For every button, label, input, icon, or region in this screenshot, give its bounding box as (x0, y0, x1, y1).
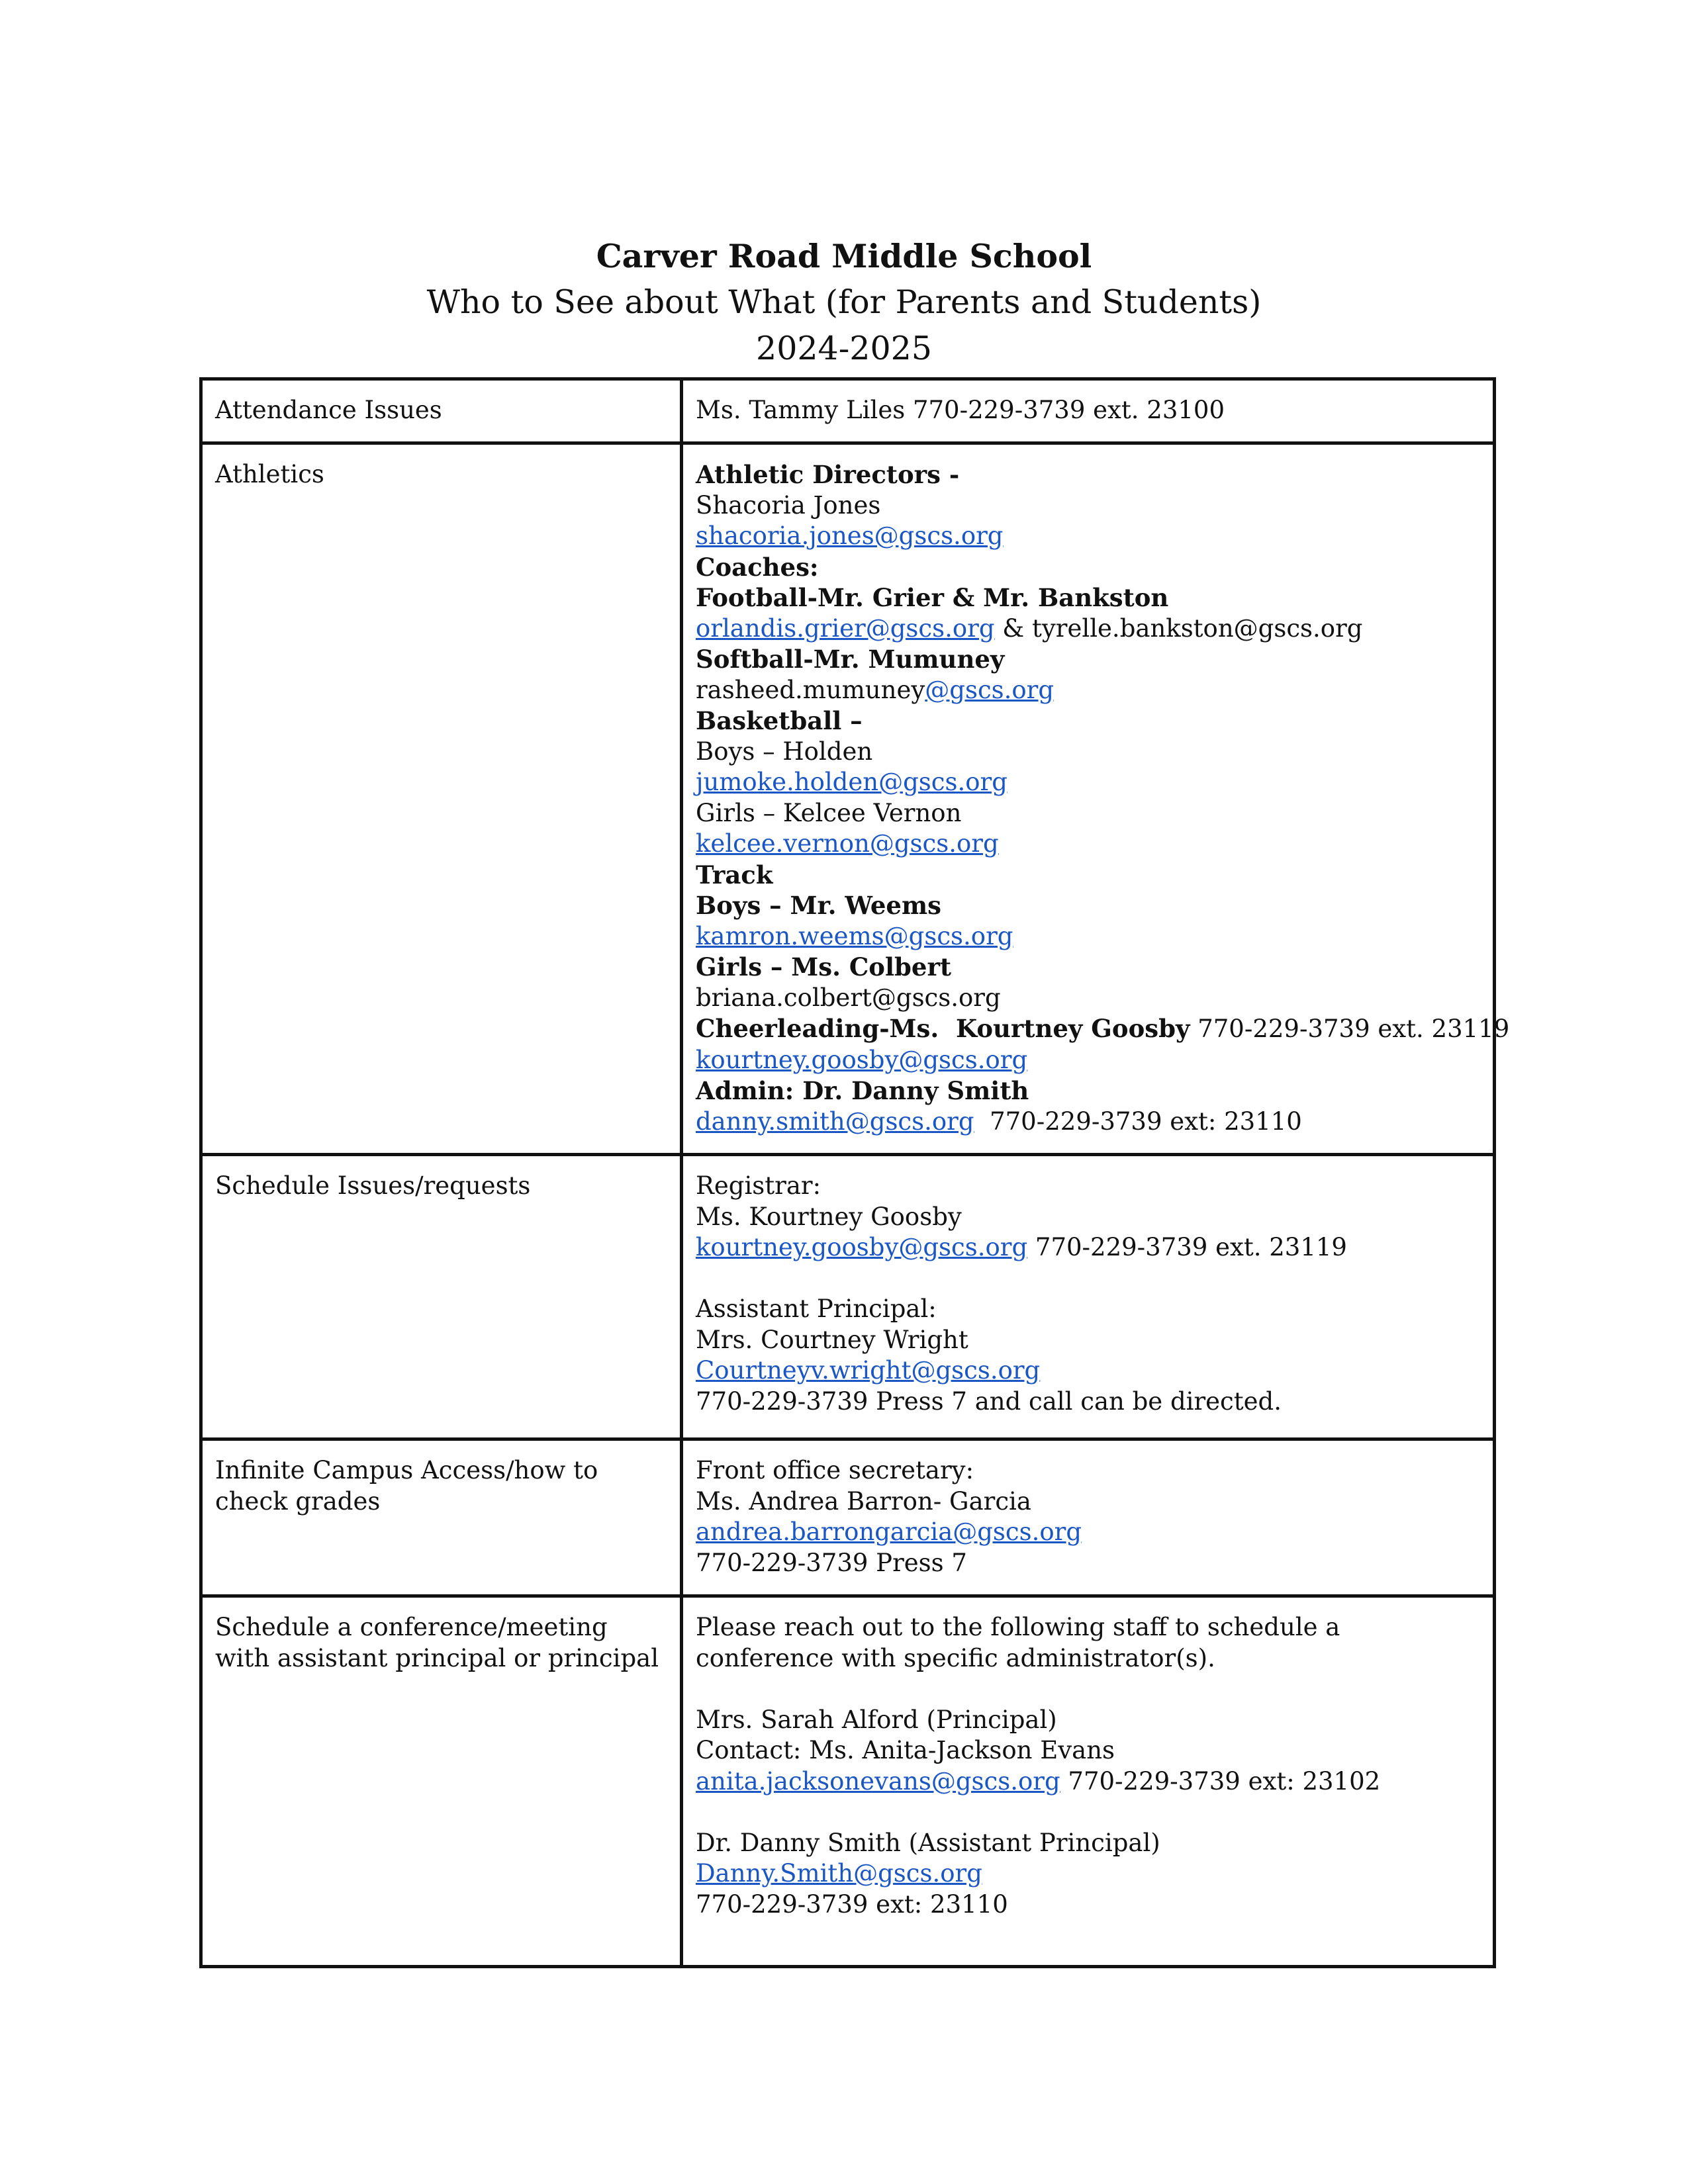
school-year: 2024-2025 (756, 330, 932, 367)
assistant-principal-label: Assistant Principal: (696, 1295, 937, 1323)
principal-name: Mrs. Sarah Alford (Principal) (696, 1705, 1057, 1734)
document-subtitle: Who to See about What (for Parents and Students) (426, 283, 1262, 321)
registrar-phone: 770-229-3739 ext. 23119 (1027, 1233, 1347, 1261)
topic-cell (201, 1596, 682, 1967)
topic-cell (201, 1155, 682, 1439)
conference-ap-name: Dr. Danny Smith (Assistant Principal) (696, 1828, 1160, 1857)
principal-contact-phone: 770-229-3739 ext: 23102 (1060, 1766, 1381, 1796)
contact-cell (682, 1155, 1495, 1439)
girls-track-email: briana.colbert@gscs.org (696, 983, 1001, 1012)
boys-basketball-email-link[interactable]: jumoke.holden@gscs.org (696, 768, 1008, 796)
athletics-admin-heading: Admin: Dr. Danny Smith (696, 1076, 1029, 1105)
front-office-phone: 770-229-3739 Press 7 (696, 1548, 967, 1577)
registrar-label: Registrar: (696, 1171, 821, 1200)
football-heading: Football-Mr. Grier & Mr. Bankston (696, 583, 1169, 612)
athletics-admin-phone: 770-229-3739 ext: 23110 (974, 1107, 1302, 1136)
contact-cell (682, 379, 1495, 443)
assistant-principal-name: Mrs. Courtney Wright (696, 1325, 968, 1354)
table-row (201, 1596, 1495, 1967)
registrar-email-link[interactable]: kourtney.goosby@gscs.org (696, 1233, 1028, 1261)
softball-email-user: rasheed.mumuney (696, 675, 925, 704)
cheerleading-phone: 770-229-3739 ext. 23119 (1190, 1015, 1510, 1043)
topic-cell (201, 443, 682, 1155)
girls-track-coach: Girls – Ms. Colbert (696, 952, 952, 981)
athletics-admin-email-link[interactable]: danny.smith@gscs.org (696, 1107, 974, 1136)
contact-cell (682, 1439, 1495, 1596)
table-row (201, 1155, 1495, 1439)
table-row (201, 1439, 1495, 1596)
document-header (0, 233, 1688, 372)
boys-basketball-coach: Boys – Holden (696, 737, 873, 766)
conference-ap-email-link[interactable]: Danny.Smith@gscs.org (696, 1859, 982, 1888)
registrar-name: Ms. Kourtney Goosby (696, 1202, 962, 1231)
cheerleading-email-link[interactable]: kourtney.goosby@gscs.org (696, 1045, 1028, 1074)
topic-attendance: Attendance Issues (215, 396, 442, 424)
athletic-directors-heading: Athletic Directors - (696, 460, 960, 489)
principal-contact: Contact: Ms. Anita-Jackson Evans (696, 1736, 1115, 1764)
athletic-director-name: Shacoria Jones (696, 490, 881, 520)
assistant-principal-phone: 770-229-3739 Press 7 and call can be directed. (696, 1387, 1282, 1416)
boys-track-coach: Boys – Mr. Weems (696, 891, 941, 920)
softball-heading: Softball-Mr. Mumuney (696, 645, 1005, 674)
football-email-separator: & (994, 614, 1033, 643)
contact-cell (682, 1596, 1495, 1967)
girls-basketball-coach: Girls – Kelcee Vernon (696, 798, 962, 827)
table-row (201, 443, 1495, 1155)
football-coach-email-link[interactable]: orlandis.grier@gscs.org (696, 614, 995, 643)
cheerleading-heading: Cheerleading-Ms. Kourtney Goosby (696, 1014, 1190, 1043)
conference-ap-phone: 770-229-3739 ext: 23110 (696, 1889, 1008, 1919)
basketball-heading: Basketball – (696, 706, 863, 735)
topic-conference: Schedule a conference/meeting with assistant principal or principal (215, 1613, 659, 1672)
football-coach-email-2: tyrelle.bankston@gscs.org (1032, 614, 1363, 643)
coaches-heading: Coaches: (696, 552, 819, 582)
conference-intro: Please reach out to the following staff to schedule a conference with specific administrator(s). (696, 1613, 1340, 1672)
track-heading: Track (696, 860, 773, 889)
athletic-director-email-link[interactable]: shacoria.jones@gscs.org (696, 522, 1004, 550)
principal-contact-email-link[interactable]: anita.jacksonevans@gscs.org (696, 1766, 1060, 1796)
front-office-label: Front office secretary: (696, 1456, 974, 1484)
topic-infinite-campus: Infinite Campus Access/how to check grades (215, 1456, 598, 1516)
topic-schedule: Schedule Issues/requests (215, 1171, 531, 1200)
softball-email-domain-link[interactable]: @gscs.org (925, 675, 1055, 704)
front-office-name: Ms. Andrea Barron- Garcia (696, 1486, 1031, 1516)
assistant-principal-email-link[interactable]: Courtneyv.wright@gscs.org (696, 1356, 1041, 1385)
topic-cell (201, 1439, 682, 1596)
school-title: Carver Road Middle School (596, 237, 1092, 275)
front-office-email-link[interactable]: andrea.barrongarcia@gscs.org (696, 1518, 1082, 1546)
contact-cell (682, 443, 1510, 1155)
attendance-contact: Ms. Tammy Liles 770-229-3739 ext. 23100 (696, 396, 1225, 424)
contact-table (199, 377, 1510, 1968)
topic-cell (201, 379, 682, 443)
table-row (201, 379, 1495, 443)
girls-basketball-email-link[interactable]: kelcee.vernon@gscs.org (696, 829, 999, 858)
boys-track-email-link[interactable]: kamron.weems@gscs.org (696, 921, 1013, 950)
topic-athletics: Athletics (215, 460, 324, 488)
